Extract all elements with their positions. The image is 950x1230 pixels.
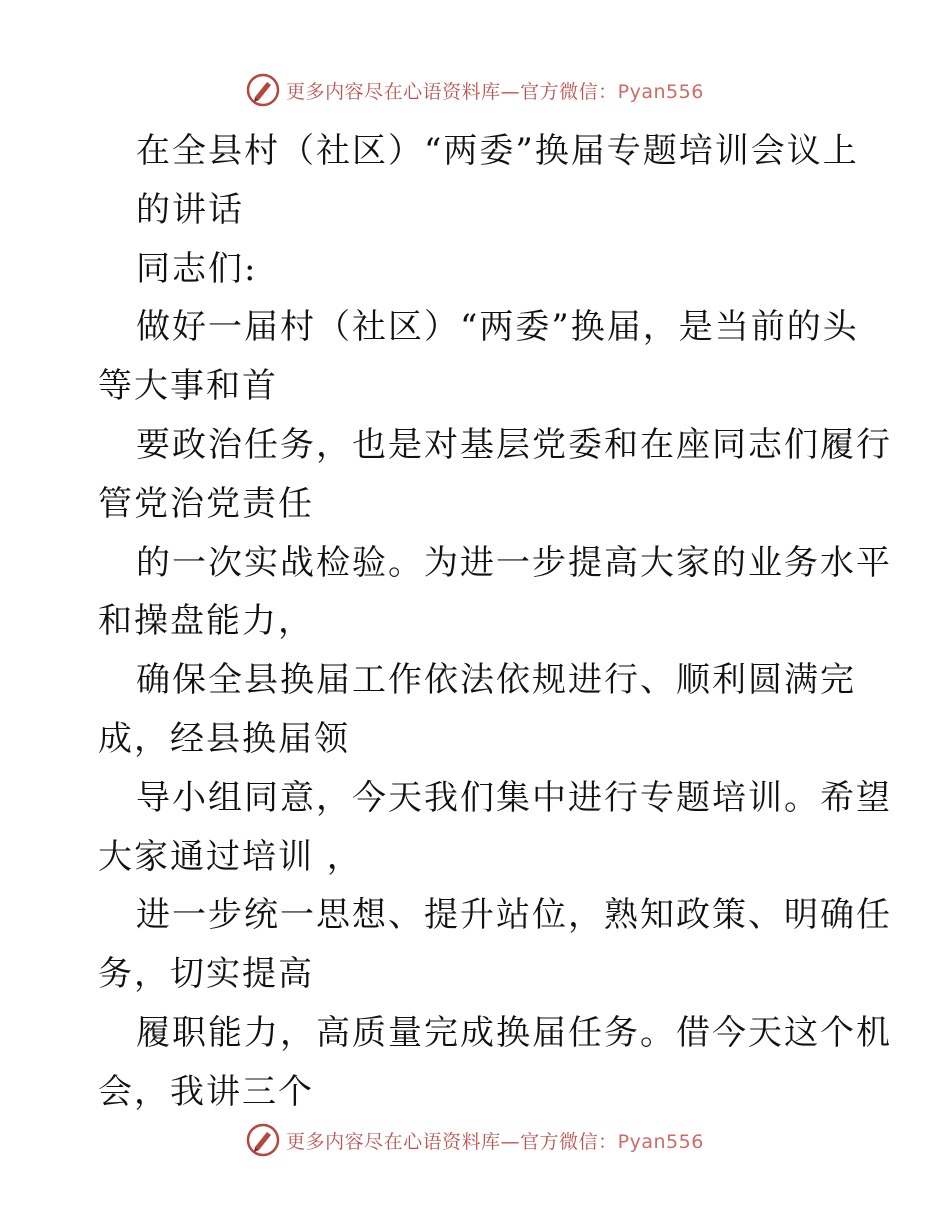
watermark-account: Pyan556 [617,1130,704,1153]
doc-line: 成，经县换届领 [98,718,350,759]
doc-line: 进一步统一思想、提升站位，熟知政策、明确任 [136,895,892,936]
watermark-account: Pyan556 [617,80,704,103]
watermark-footer [0,1122,950,1158]
watermark-text [286,77,704,104]
doc-line: 等大事和首 [98,366,278,407]
doc-line: 管党治党责任 [98,483,314,524]
pen-logo-icon [246,1123,280,1157]
doc-line: 确保全县换届工作依法依规进行、顺利圆满完 [136,660,856,701]
doc-line: 要政治任务，也是对基层党委和在座同志们履行 [136,424,892,465]
doc-line: 履职能力，高质量完成换届任务。借今天这个机 [136,1012,892,1053]
document-body [98,122,892,1122]
doc-line: 大家通过培训 ， [98,836,363,877]
doc-line: 和操盘能力， [98,601,314,642]
doc-line: 务，切实提高 [98,954,314,995]
watermark-header [0,72,950,108]
doc-title-line-2: 的讲话 [136,189,244,230]
watermark-text [286,1127,704,1154]
doc-title-line-1: 在全县村（社区）“两委”换届专题培训会议上 [136,131,859,171]
doc-line: 会，我讲三个 [98,1071,314,1112]
watermark-label: 更多内容尽在心语资料库—官方微信： [286,1130,618,1153]
doc-line: 导小组同意，今天我们集中进行专题培训。希望 [136,777,892,818]
pen-logo-icon [246,73,280,107]
watermark-label: 更多内容尽在心语资料库—官方微信： [286,80,618,103]
doc-salutation: 同志们: [136,248,258,289]
doc-line: 做好一届村（社区）“两委”换届，是当前的头 [136,307,859,348]
doc-line: 的一次实战检验。为进一步提高大家的业务水平 [136,542,892,583]
